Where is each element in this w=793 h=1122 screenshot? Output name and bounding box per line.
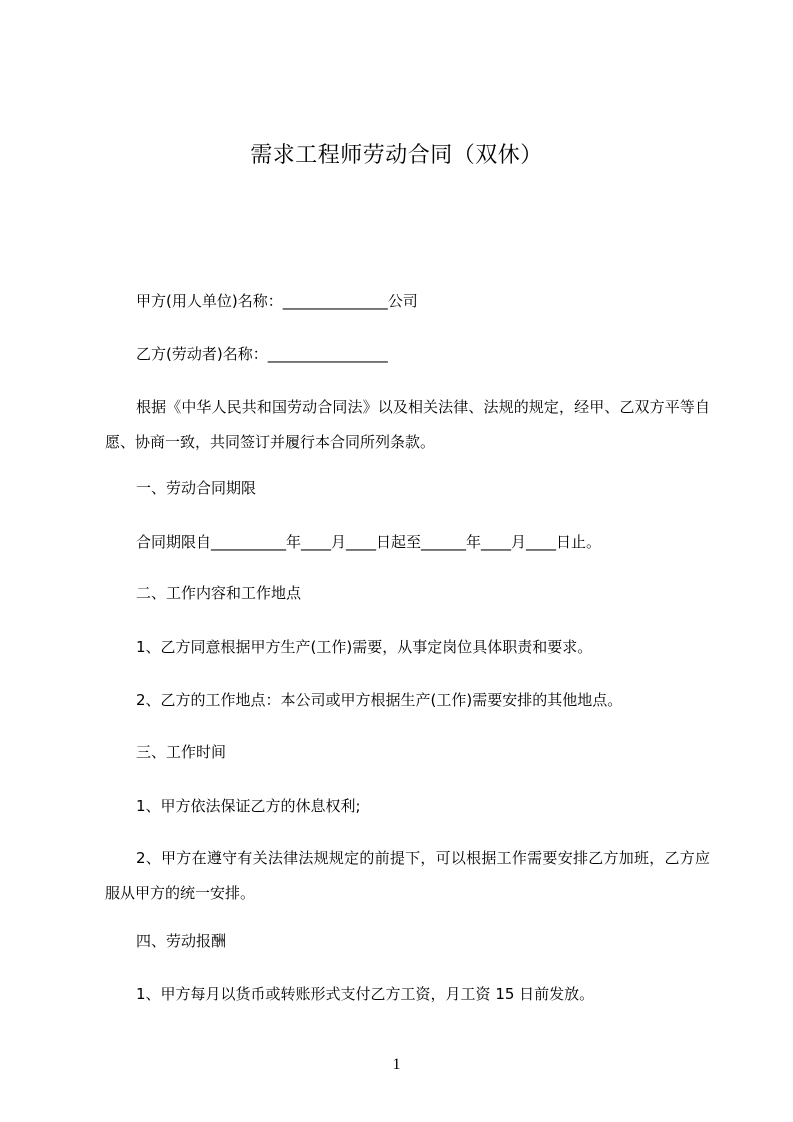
party-b-line: 乙方(劳动者)名称：________________ bbox=[136, 345, 388, 363]
section-heading-term: 一、劳动合同期限 bbox=[136, 479, 257, 497]
page-number: 1 bbox=[392, 1056, 401, 1073]
party-a-line: 甲方(用人单位)名称：______________公司 bbox=[136, 292, 418, 310]
working-hours-item-1: 1、甲方依法保证乙方的休息权利; bbox=[136, 797, 361, 815]
work-content-item-1: 1、乙方同意根据甲方生产(工作)需要，从事定岗位具体职责和要求。 bbox=[136, 638, 593, 656]
preamble-paragraph: 根据《中华人民共和国劳动合同法》以及相关法律、法规的规定，经甲、乙双方平等自愿、协商一致，共同签订并履行本合同所列条款。 bbox=[105, 398, 710, 451]
work-content-item-2: 2、乙方的工作地点：本公司或甲方根据生产(工作)需要安排的其他地点。 bbox=[136, 691, 623, 709]
section-heading-work-content: 二、工作内容和工作地点 bbox=[136, 584, 302, 602]
section-heading-remuneration: 四、劳动报酬 bbox=[136, 932, 227, 950]
remuneration-item-1: 1、甲方每月以货币或转账形式支付乙方工资，月工资 15 日前发放。 bbox=[136, 985, 595, 1003]
working-hours-item-2: 2、甲方在遵守有关法律法规规定的前提下，可以根据工作需要安排乙方加班，乙方应服从甲方的统一安排。 bbox=[105, 849, 710, 902]
contract-term-line: 合同期限自__________年____月____日起至______年____月____日止。 bbox=[136, 533, 602, 551]
section-heading-working-hours: 三、工作时间 bbox=[136, 743, 227, 761]
contract-title: 需求工程师劳动合同（双休） bbox=[250, 143, 543, 168]
